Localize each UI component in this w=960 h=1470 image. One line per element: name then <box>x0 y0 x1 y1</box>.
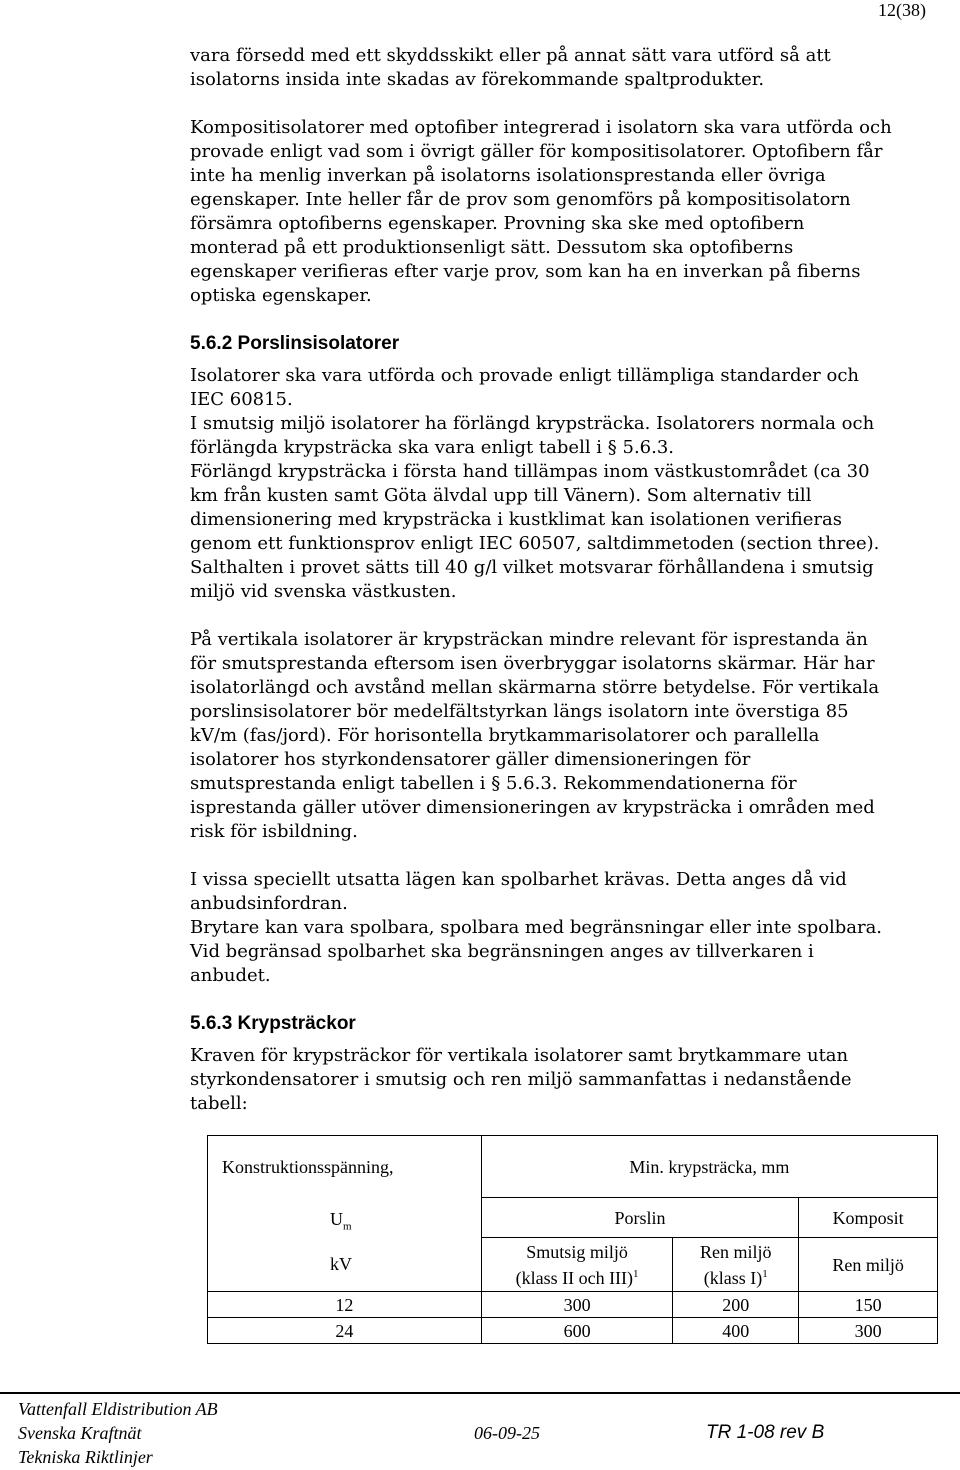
footer-doc-type: Tekniska Riktlinjer <box>18 1447 153 1467</box>
text-line: Vid begränsad spolbarhet ska begränsningen anges av tillverkaren i <box>190 941 814 962</box>
footer-date: 06-09-25 <box>474 1423 540 1443</box>
table-cell: 24 <box>208 1318 482 1344</box>
um-symbol: U <box>330 1208 343 1229</box>
um-subscript: m <box>343 1220 352 1233</box>
text-line: styrkondensatorer i smutsig och ren miljö sammanfattas i nedanstående <box>190 1069 852 1090</box>
smutsig-line1: Smutsig miljö <box>526 1241 628 1262</box>
intro-paragraph <box>190 44 938 92</box>
section-heading-562: 5.6.2 Porslinsisolatorer <box>190 333 400 354</box>
table-header-komposit: Komposit <box>799 1198 938 1238</box>
table-header-porslin: Porslin <box>481 1198 798 1238</box>
text-line: Förlängd krypsträcka i första hand tillämpas inom västkustområdet (ca 30 <box>190 461 870 482</box>
optofiber-paragraph <box>190 116 938 308</box>
text-line: isolatorer hos styrkondensatorer gäller dimensioneringen för <box>190 749 751 770</box>
text-line: tabell: <box>190 1093 248 1114</box>
table-row <box>208 1292 938 1318</box>
footer-company: Vattenfall Eldistribution AB <box>18 1399 218 1419</box>
text-line: På vertikala isolatorer är krypsträckan mindre relevant för isprestanda än <box>190 629 868 650</box>
text-line: Kraven för krypsträckor för vertikala isolatorer samt brytkammare utan <box>190 1045 849 1066</box>
text-line: inte ha menlig inverkan på isolatorns isolationsprestanda eller övriga <box>190 165 826 186</box>
text-line: isolatorlängd och avstånd mellan skärmarna större betydelse. För vertikala <box>190 677 880 698</box>
porslin-paragraph-1 <box>190 364 938 604</box>
table-cell: 300 <box>799 1318 938 1344</box>
text-line: porslinsisolatorer bör medelfältstyrkan längs isolatorn inte överstiga 85 <box>190 701 849 722</box>
text-line: genom ett funktionsprov enligt IEC 60507, saltdimmetoden (section three). <box>190 533 880 554</box>
ren-line2: (klass I)$^1$ <box>703 1267 768 1288</box>
text-line: isolatorns insida inte skadas av förekommande spaltprodukter. <box>190 69 765 90</box>
table-header-spanning-line1: Konstruktionsspänning, <box>208 1136 482 1198</box>
table-row <box>208 1318 938 1344</box>
text-line: Salthalten i provet sätts till 40 g/l vilket motsvarar förhållandena i smutsig <box>190 557 874 578</box>
text-line: Kompositisolatorer med optofiber integrerad i isolatorn ska vara utförda och <box>190 117 892 138</box>
table-header-komposit-ren: Ren miljö <box>799 1238 938 1292</box>
table-cell: 200 <box>673 1292 799 1318</box>
krypstracka-paragraph <box>190 1044 938 1116</box>
footer-company-2: Svenska Kraftnät <box>18 1423 142 1443</box>
text-line: provade enligt vad som i övrigt gäller för kompositisolatorer. Optofibern får <box>190 141 883 162</box>
table-header-um <box>208 1198 482 1238</box>
text-line: monterad på ett produktionsenligt sätt. Dessutom ska optofiberns <box>190 237 794 258</box>
footer-left <box>18 1397 218 1469</box>
text-line: Brytare kan vara spolbara, spolbara med begränsningar eller inte spolbara. <box>190 917 883 938</box>
text-line: anbudet. <box>190 965 271 986</box>
text-line: förlängda krypsträcka ska vara enligt tabell i § 5.6.3. <box>190 437 675 458</box>
text-line: smutsprestanda enligt tabellen i § 5.6.3. Rekommendationerna för <box>190 773 797 794</box>
text-line: kV/m (fas/jord). För horisontella brytkammarisolatorer och parallella <box>190 725 820 746</box>
table-cell: 300 <box>481 1292 673 1318</box>
text-line: IEC 60815. <box>190 389 293 410</box>
text-line: miljö vid svenska västkusten. <box>190 581 457 602</box>
text-line: optiska egenskaper. <box>190 285 372 306</box>
text-line: I vissa speciellt utsatta lägen kan spolbarhet krävas. Detta anges då vid <box>190 869 847 890</box>
text-line: egenskaper. Inte heller får de prov som genomförs på kompositisolatorn <box>190 189 851 210</box>
porslin-paragraph-2 <box>190 628 938 844</box>
table-cell: 600 <box>481 1318 673 1344</box>
text-line: egenskaper verifieras efter varje prov, som kan ha en inverkan på fiberns <box>190 261 861 282</box>
text-line: försämra optofiberns egenskaper. Provning ska ske med optofibern <box>190 213 805 234</box>
text-line: anbudsinfordran. <box>190 893 348 914</box>
footer-divider <box>0 1392 960 1394</box>
table-header-unit: kV <box>208 1238 482 1292</box>
table-header-min-krypstracka: Min. krypsträcka, mm <box>481 1136 937 1198</box>
document-body <box>190 44 938 1116</box>
text-line: Isolatorer ska vara utförda och provade enligt tillämpliga standarder och <box>190 365 859 386</box>
krypstracka-table <box>207 1135 938 1344</box>
table-header-ren <box>673 1238 799 1292</box>
smutsig-line2: (klass II och III)$^1$ <box>515 1267 639 1288</box>
text-line: risk för isbildning. <box>190 821 358 842</box>
text-line: km från kusten samt Göta älvdal upp till Vänern). Som alternativ till <box>190 485 812 506</box>
text-line: för smutsprestanda eftersom isen överbryggar isolatorns skärmar. Här har <box>190 653 875 674</box>
page-number: 12(38) <box>878 0 926 20</box>
text-line: I smutsig miljö isolatorer ha förlängd krypsträcka. Isolatorers normala och <box>190 413 875 434</box>
text-line: dimensionering med krypsträcka i kustklimat kan isolationen verifieras <box>190 509 842 530</box>
section-heading-563: 5.6.3 Krypsträckor <box>190 1013 356 1034</box>
table-cell: 150 <box>799 1292 938 1318</box>
text-line: vara försedd med ett skyddsskikt eller på annat sätt vara utförd så att <box>190 45 831 66</box>
footer-reference: TR 1-08 rev B <box>706 1422 825 1443</box>
table-header-smutsig <box>481 1238 673 1292</box>
table-cell: 12 <box>208 1292 482 1318</box>
text-line: isprestanda gäller utöver dimensioneringen av krypsträcka i områden med <box>190 797 875 818</box>
ren-line1: Ren miljö <box>700 1241 772 1262</box>
porslin-paragraph-3 <box>190 868 938 988</box>
table-cell: 400 <box>673 1318 799 1344</box>
